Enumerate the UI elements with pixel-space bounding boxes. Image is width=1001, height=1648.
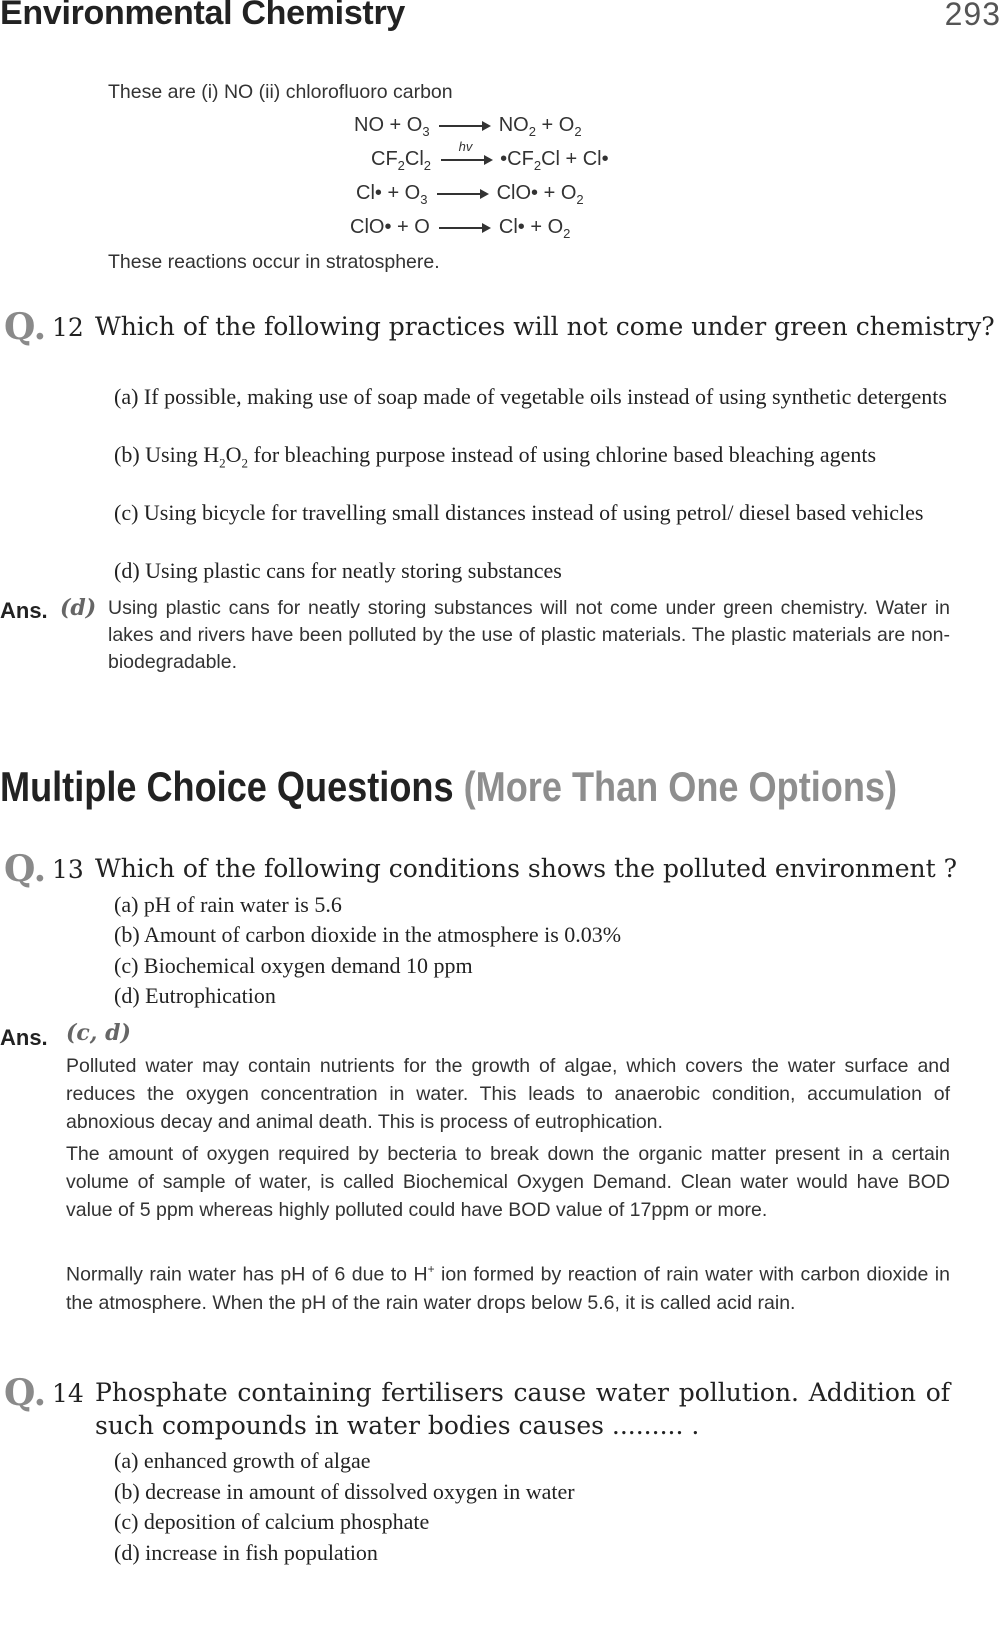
option-b: (b) decrease in amount of dissolved oxygen in water — [114, 1479, 575, 1504]
answer-key: (d) — [60, 595, 97, 621]
question-number: 14 — [52, 1379, 84, 1408]
option-c: (c) Using bicycle for travelling small distances instead of using petrol/ diesel based vehicles — [114, 500, 924, 525]
reaction-arrow — [439, 227, 489, 229]
question-text: Phosphate containing fertilisers cause water pollution. Addition of such compounds in water bodies causes ......... . — [95, 1378, 950, 1440]
answer-key: (c, d) — [66, 1020, 131, 1046]
intro-footer: These reactions occur in stratosphere. — [108, 251, 440, 273]
question-text: Which of the following practices will not come under green chemistry? — [95, 312, 995, 341]
answer-paragraph-1: Polluted water may contain nutrients for the growth of algae, which covers the water surface and reduces the oxygen concentration in water. This leads to anaerobic condition, accumulation of abnoxious decay and animal death. This is process of eutrophication. — [66, 1055, 950, 1133]
option-d: (d) Using plastic cans for neatly storing substances — [114, 558, 562, 583]
question-marker: Q. — [4, 306, 47, 348]
option-c: (c) deposition of calcium phosphate — [114, 1509, 430, 1534]
option-d: (d) increase in fish population — [114, 1540, 378, 1565]
answer-text: Using plastic cans for neatly storing substances will not come under green chemistry. Water in lakes and rivers have been polluted by the use of plastic materials. The plastic materials are non-biodegradable. — [108, 597, 950, 673]
reaction-arrow — [439, 125, 489, 127]
section-heading: Multiple Choice Questions (More Than One Options) — [0, 763, 898, 810]
answer-paragraph-2: The amount of oxygen required by becteria to break down the organic matter present in a certain volume of sample of water, is called Biochemical Oxygen Demand. Clean water would have BOD value of 5 ppm whereas highly polluted could have BOD value of 17ppm or more. — [66, 1143, 950, 1221]
option-a: (a) pH of rain water is 5.6 — [114, 892, 342, 917]
option-d: (d) Eutrophication — [114, 983, 276, 1008]
option-c: (c) Biochemical oxygen demand 10 ppm — [114, 953, 473, 978]
answer-paragraph-3: Normally rain water has pH of 6 due to H+ ion formed by reaction of rain water with carbon dioxide in the atmosphere. When the pH of the rain water drops below 5.6, it is called acid rain. — [66, 1262, 950, 1314]
equation-1: NO + $O_3$ $NO_2 + O_2$ — [354, 114, 582, 139]
equation-3: Cl• + $O_3$ ClO• + $O_2$ — [356, 182, 584, 207]
question-marker: Q. — [4, 848, 47, 890]
answer-label: Ans. — [0, 598, 48, 623]
option-b: (b) Using $H_2O_2$ for bleaching purpose instead of using chlorine based bleaching agents — [114, 442, 877, 471]
hv-condition: hv — [458, 138, 473, 154]
equation-2: $CF_2Cl_2$ hv $•CF_2Cl$ + Cl• — [371, 138, 609, 173]
equation-4: ClO• + O Cl• + $O_2$ — [350, 216, 571, 241]
option-a: (a) enhanced growth of algae — [114, 1448, 371, 1473]
chapter-title: Environmental Chemistry — [0, 0, 405, 32]
reaction-arrow — [437, 193, 487, 195]
intro-line: These are (i) NO (ii) chlorofluoro carbon — [108, 81, 453, 103]
option-b: (b) Amount of carbon dioxide in the atmosphere is 0.03% — [114, 922, 622, 947]
question-number: 13 — [52, 855, 84, 884]
option-a: (a) If possible, making use of soap made of vegetable oils instead of using synthetic detergents — [114, 384, 947, 409]
reaction-arrow — [441, 138, 491, 161]
answer-label: Ans. — [0, 1025, 48, 1050]
question-text: Which of the following conditions shows the polluted environment ? — [95, 854, 957, 883]
page-number: 293 — [944, 0, 1001, 32]
question-marker: Q. — [4, 1372, 47, 1414]
question-number: 12 — [52, 313, 84, 342]
